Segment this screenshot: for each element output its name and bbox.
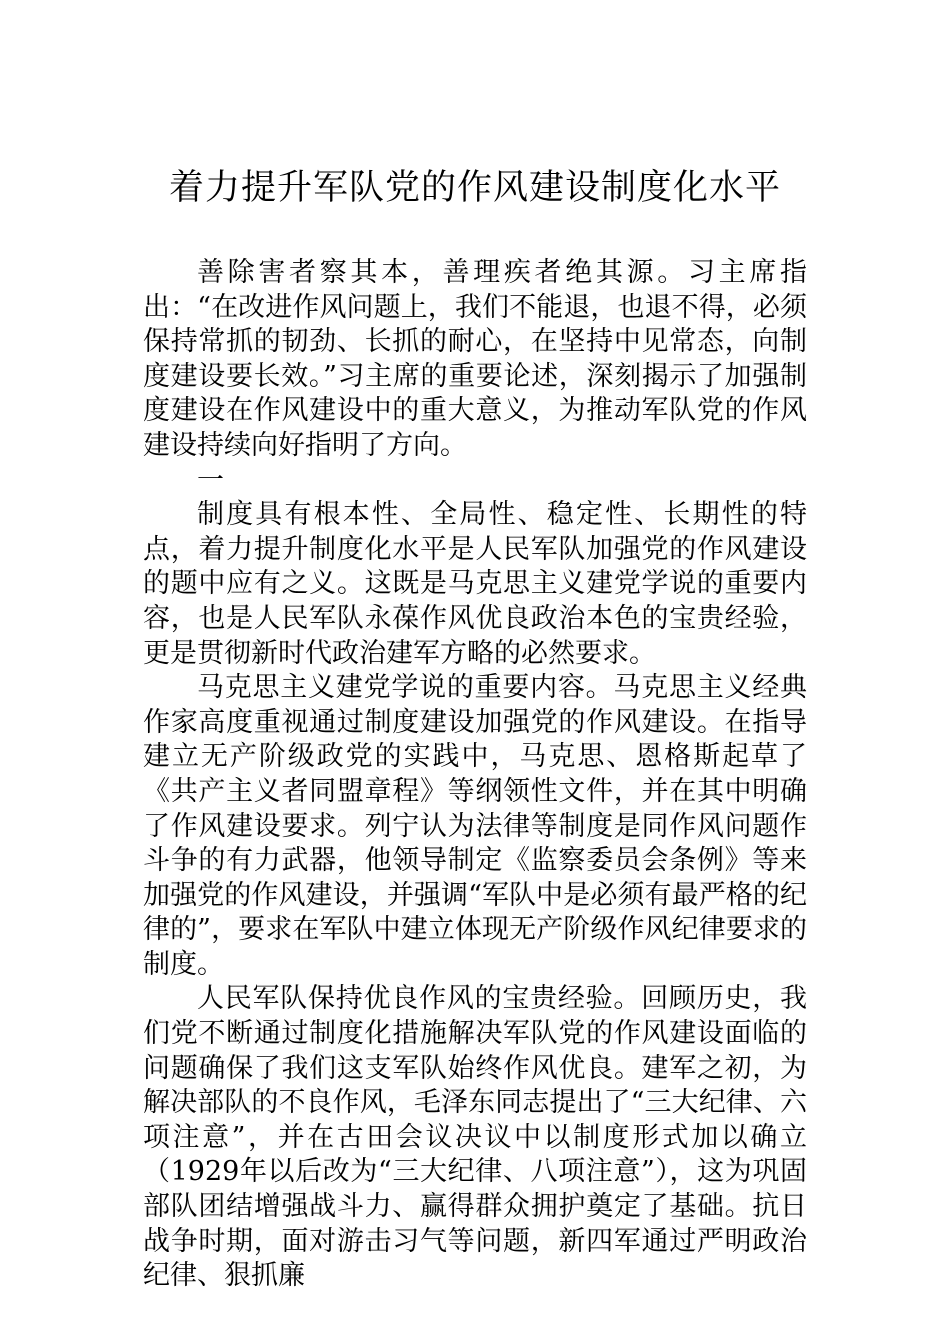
paragraph: 制度具有根本性、全局性、稳定性、长期性的特点，着力提升制度化水平是人民军队加强党的作风建设的题中应有之义。这既是马克思主义建党学说的重要内容，也是人民军队永葆作风优良政治本色的宝贵经验，更是贯彻新时代政治建军方略的必然要求。 [143, 499, 807, 669]
section-number: 一 [197, 464, 224, 496]
document-body [143, 256, 807, 1294]
document-title: 着力提升军队党的作风建设制度化水平 [168, 168, 781, 208]
paragraph: 马克思主义建党学说的重要内容。马克思主义经典作家高度重视通过制度建设加强党的作风建设。在指导建立无产阶级政党的实践中，马克思、恩格斯起草了《共产主义者同盟章程》等纲领性文件，并在其中明确了作风建设要求。列宁认为法律等制度是同作风问题作斗争的有力武器，他领导制定《监察委员会条例》等来加强党的作风建设，并强调“军队中是必须有最严格的纪律的”，要求在军队中建立体现无产阶级作风纪律要求的制度。 [143, 672, 807, 980]
paragraph: 善除害者察其本，善理疾者绝其源。习主席指出：“在改进作风问题上，我们不能退，也退不得，必须保持常抓的韧劲、长抓的耐心，在坚持中见常态，向制度建设要长效。”习主席的重要论述，深刻揭示了加强制度建设在作风建设中的重大意义，为推动军队党的作风建设持续向好指明了方向。 [143, 257, 807, 461]
paragraph: 人民军队保持优良作风的宝贵经验。回顾历史，我们党不断通过制度化措施解决军队党的作风建设面临的问题确保了我们这支军队始终作风优良。建军之初，为解决部队的不良作风，毛泽东同志提出了“三大纪律、六项注意”，并在古田会议决议中以制度形式加以确立（1929年以后改为“三大纪律、八项注意”），这为巩固部队团结增强战斗力、赢得群众拥护奠定了基础。抗日战争时期，面对游击习气等问题，新四军通过严明政治纪律、狠抓廉 [143, 983, 807, 1292]
